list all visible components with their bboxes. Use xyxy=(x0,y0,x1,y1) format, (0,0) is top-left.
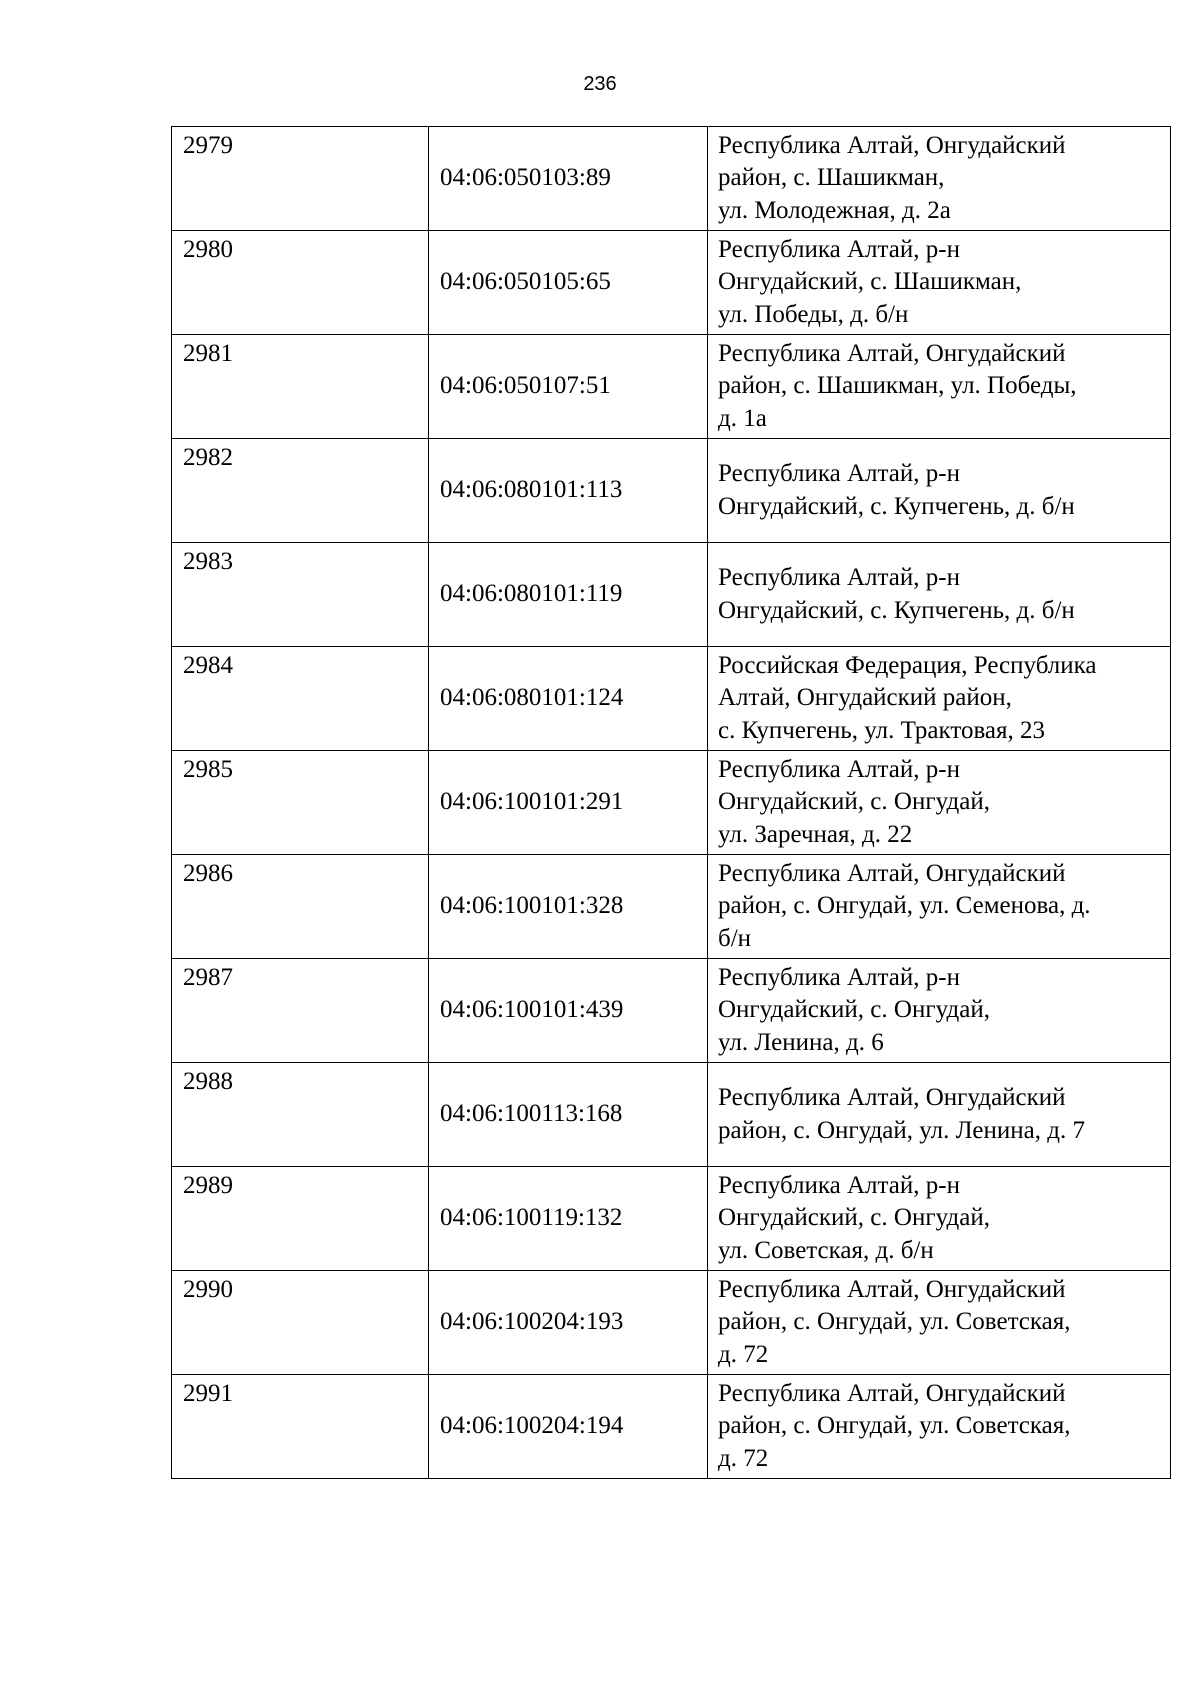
address-line: район, с. Шашикман, ул. Победы, xyxy=(718,372,1077,400)
address-line: Республика Алтай, Онгудайский xyxy=(718,1084,1066,1111)
cadastral-number-cell: 04:06:100204:194 xyxy=(429,1375,708,1479)
row-number-cell: 2989 xyxy=(172,1167,429,1271)
cadastral-number-cell: 04:06:050107:51 xyxy=(429,335,708,439)
row-number-cell: 2986 xyxy=(172,855,429,959)
address-line: Онгудайский, с. Онгудай, xyxy=(718,1204,990,1232)
address-cell xyxy=(708,1271,1171,1375)
address-line: ул. Советская, д. б/н xyxy=(718,1236,934,1264)
row-number-cell: 2984 xyxy=(172,647,429,751)
address-line: ул. Победы, д. б/н xyxy=(718,300,909,328)
address-line: Российская Федерация, Республика xyxy=(718,651,1097,679)
row-number-cell: 2987 xyxy=(172,959,429,1063)
address-line: Республика Алтай, р-н xyxy=(718,235,960,263)
address-line: район, с. Онгудай, ул. Советская, xyxy=(718,1308,1071,1336)
row-number-cell: 2982 xyxy=(172,439,429,543)
cadastral-number-cell: 04:06:100101:328 xyxy=(429,855,708,959)
address-cell xyxy=(708,1375,1171,1479)
cadastral-number-cell: 04:06:050103:89 xyxy=(429,127,708,231)
cadastral-number-cell: 04:06:080101:113 xyxy=(429,439,708,543)
cadastral-number-cell: 04:06:100204:193 xyxy=(429,1271,708,1375)
address-line: Республика Алтай, р-н xyxy=(718,755,960,783)
address-line: Онгудайский, с. Онгудай, xyxy=(718,996,990,1024)
table-row xyxy=(172,1167,1171,1271)
address-line: б/н xyxy=(718,924,752,952)
cadastral-number-cell: 04:06:080101:119 xyxy=(429,543,708,647)
address-line: Республика Алтай, Онгудайский xyxy=(718,1275,1066,1303)
address-line: Республика Алтай, р-н xyxy=(718,963,960,991)
address-line: Республика Алтай, р-н xyxy=(718,460,960,487)
table-row xyxy=(172,439,1171,543)
cadastral-number-cell: 04:06:100101:291 xyxy=(429,751,708,855)
table-row xyxy=(172,647,1171,751)
address-cell xyxy=(708,647,1171,751)
row-number-cell: 2988 xyxy=(172,1063,429,1167)
address-line: ул. Ленина, д. 6 xyxy=(718,1028,884,1056)
cadastral-number-cell: 04:06:050105:65 xyxy=(429,231,708,335)
row-number-cell: 2980 xyxy=(172,231,429,335)
address-line: Онгудайский, с. Купчегень, д. б/н xyxy=(718,596,1075,624)
address-line: район, с. Онгудай, ул. Семенова, д. xyxy=(718,892,1091,920)
row-number-cell: 2979 xyxy=(172,127,429,231)
cadastral-number-cell: 04:06:100119:132 xyxy=(429,1167,708,1271)
address-line: Республика Алтай, Онгудайский xyxy=(718,1379,1066,1407)
address-line: Онгудайский, с. Онгудай, xyxy=(718,788,990,816)
address-line: Онгудайский, с. Шашикман, xyxy=(718,268,1022,296)
address-cell xyxy=(708,855,1171,959)
row-number-cell: 2981 xyxy=(172,335,429,439)
address-line: д. 72 xyxy=(718,1340,769,1368)
address-line: д. 1а xyxy=(718,404,767,432)
address-line: Республика Алтай, р-н xyxy=(718,564,960,591)
address-line: Республика Алтай, Онгудайский xyxy=(718,859,1066,887)
table-row xyxy=(172,543,1171,647)
address-cell xyxy=(708,751,1171,855)
address-cell xyxy=(708,127,1171,231)
row-number-cell: 2991 xyxy=(172,1375,429,1479)
table-row xyxy=(172,751,1171,855)
address-line: Алтай, Онгудайский район, xyxy=(718,684,1012,712)
table-row xyxy=(172,1063,1171,1167)
registry-table-body xyxy=(172,127,1171,1479)
address-cell xyxy=(708,543,1171,647)
table-row xyxy=(172,959,1171,1063)
address-cell xyxy=(708,1063,1171,1167)
table-row xyxy=(172,1375,1171,1479)
table-row xyxy=(172,127,1171,231)
address-line: Республика Алтай, Онгудайский xyxy=(718,339,1066,367)
address-line: район, с. Онгудай, ул. Советская, xyxy=(718,1412,1071,1440)
address-line: с. Купчегень, ул. Трактовая, 23 xyxy=(718,716,1046,744)
row-number-cell: 2985 xyxy=(172,751,429,855)
address-cell xyxy=(708,231,1171,335)
address-line: ул. Заречная, д. 22 xyxy=(718,820,913,848)
cadastral-number-cell: 04:06:080101:124 xyxy=(429,647,708,751)
registry-table xyxy=(171,126,1171,1479)
address-line: Республика Алтай, Онгудайский xyxy=(718,131,1066,159)
address-cell xyxy=(708,439,1171,543)
row-number-cell: 2983 xyxy=(172,543,429,647)
table-row xyxy=(172,335,1171,439)
address-cell xyxy=(708,959,1171,1063)
address-line: д. 72 xyxy=(718,1444,769,1472)
table-row xyxy=(172,855,1171,959)
address-line: район, с. Онгудай, ул. Ленина, д. 7 xyxy=(718,1116,1085,1144)
address-cell xyxy=(708,1167,1171,1271)
cadastral-number-cell: 04:06:100101:439 xyxy=(429,959,708,1063)
table-row xyxy=(172,1271,1171,1375)
address-line: Республика Алтай, р-н xyxy=(718,1171,960,1199)
table-row xyxy=(172,231,1171,335)
row-number-cell: 2990 xyxy=(172,1271,429,1375)
page-number: 236 xyxy=(583,73,617,95)
address-cell xyxy=(708,335,1171,439)
address-line: ул. Молодежная, д. 2а xyxy=(718,196,951,224)
cadastral-number-cell: 04:06:100113:168 xyxy=(429,1063,708,1167)
address-line: Онгудайский, с. Купчегень, д. б/н xyxy=(718,492,1075,520)
address-line: район, с. Шашикман, xyxy=(718,164,945,192)
